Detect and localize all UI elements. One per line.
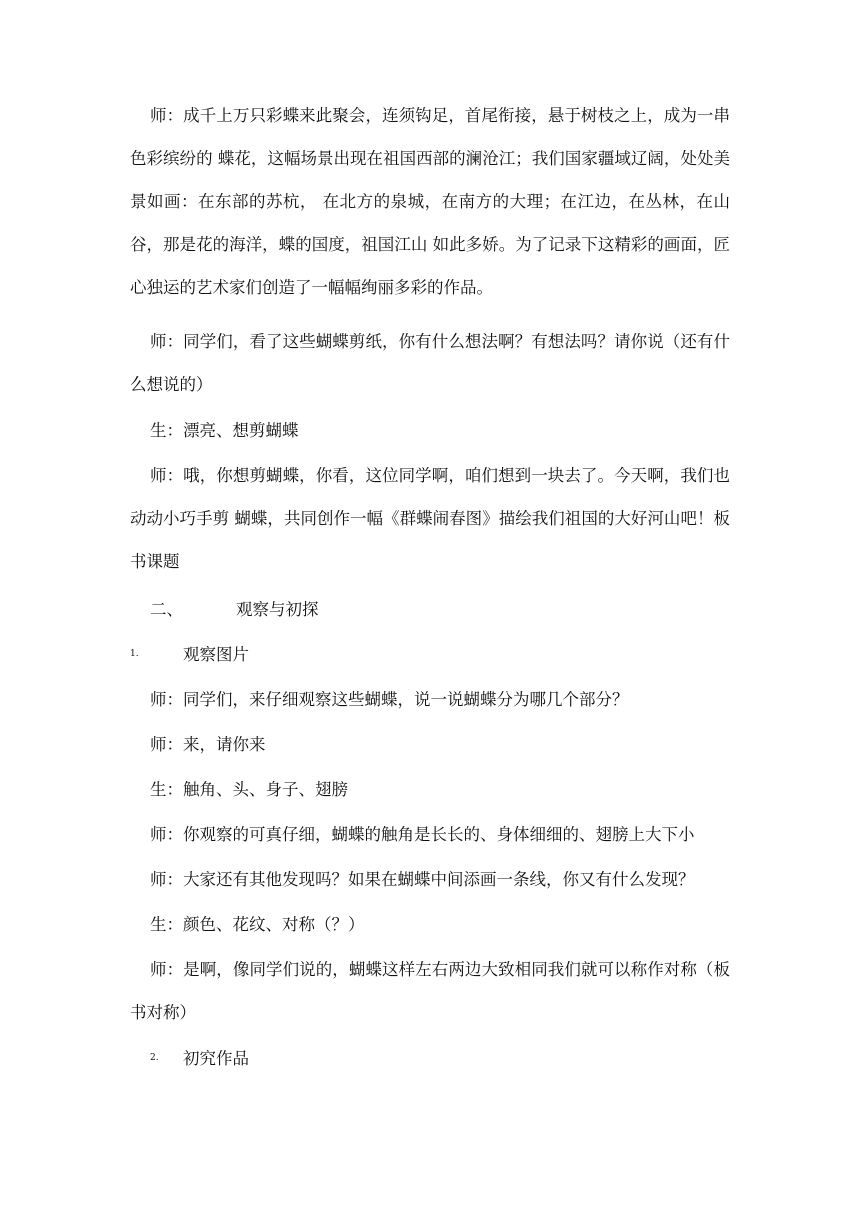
paragraph-student-answer-1: 生：漂亮、想剪蝴蝶	[150, 421, 299, 440]
item-1-title: 观察图片	[183, 645, 249, 664]
paragraph-teacher-praise: 师：你观察的可真仔细，蝴蝶的触角是长长的、身体细细的、翅膀上大下小	[150, 825, 695, 844]
paragraph-teacher-symmetry: 师：是啊，像同学们说的，蝴蝶这样左右两边大致相同我们就可以称作对称（板书对称）	[130, 960, 730, 1022]
paragraph-student-answer-3: 生：颜色、花纹、对称（？）	[150, 915, 365, 934]
paragraph-teacher-observe: 师：同学们，来仔细观察这些蝴蝶，说一说蝴蝶分为哪几个部分？	[150, 690, 629, 709]
section-2-title: 观察与初探	[236, 600, 319, 619]
paragraph-teacher-topic: 师：哦，你想剪蝴蝶，你看，这位同学啊，咱们想到一块去了。今天啊，我们也动动小巧手剪 蝴蝶，共同创作一幅《群蝶闹春图》描绘我们祖国的大好河山吧！板书课题	[130, 466, 730, 571]
item-1-number: 1.	[130, 649, 139, 659]
section-2-number: 二、	[150, 600, 183, 619]
item-2-number: 2.	[150, 1053, 159, 1063]
paragraph-teacher-intro: 师：成千上万只彩蝶来此聚会，连须钩足，首尾衔接，悬于树枝之上，成为一串色彩缤纷的 蝶花，这幅场景出现在祖国西部的澜沧江；我们国家疆域辽阔，处处美景如画：在东部的苏杭， 在北方的泉城，在南方的大理；在江边，在丛林，在山谷，那是花的海洋，蝶的国度，祖国江山 如此多娇。为了记录下这精彩的画面，匠心独运的艺术家们创造了一幅幅绚丽多彩的作品。	[130, 106, 730, 297]
paragraph-teacher-invite: 师：来，请你来	[150, 735, 266, 754]
paragraph-teacher-discover: 师：大家还有其他发现吗？如果在蝴蝶中间添画一条线，你又有什么发现？	[150, 870, 695, 889]
item-2-title: 初究作品	[183, 1049, 249, 1068]
paragraph-student-answer-2: 生：触角、头、身子、翅膀	[150, 780, 348, 799]
paragraph-teacher-question: 师：同学们，看了这些蝴蝶剪纸，你有什么想法啊？有想法吗？请你说（还有什么想说的）	[130, 332, 730, 394]
